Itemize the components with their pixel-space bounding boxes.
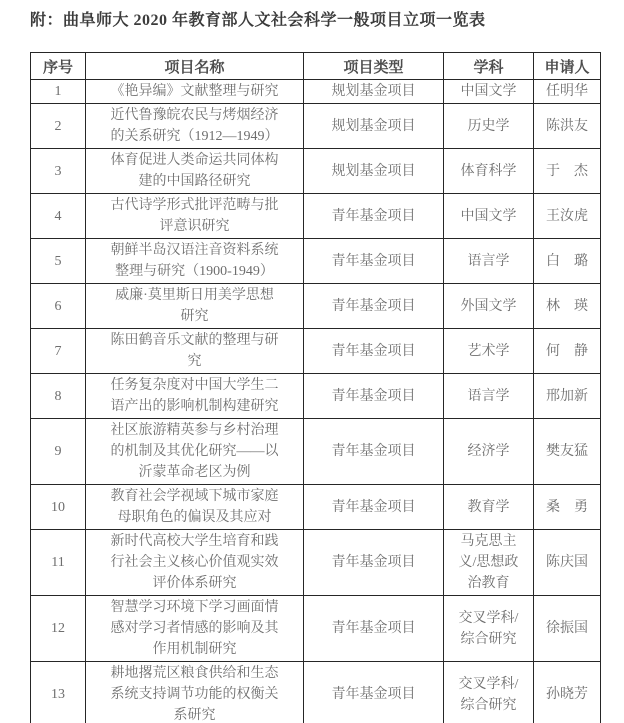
header-applicant: 申请人: [534, 53, 601, 80]
cell-project-name: [86, 596, 304, 662]
cell-subject: [444, 329, 534, 374]
subject-text: 马克思主义/思想政治教育: [458, 534, 519, 591]
cell-no: 7: [31, 329, 86, 374]
cell-project-name: [86, 419, 304, 485]
cell-subject: [444, 530, 534, 596]
table-row: [31, 284, 601, 329]
table-row: [31, 485, 601, 530]
cell-project-type: 青年基金项目: [304, 662, 444, 723]
cell-project-type: 青年基金项目: [304, 284, 444, 329]
project-list-table: [30, 52, 601, 723]
table-row: [31, 374, 601, 419]
cell-project-type: 青年基金项目: [304, 419, 444, 485]
subject-text: 语言学: [467, 253, 510, 269]
table-row: [31, 149, 601, 194]
header-project-type: 项目类型: [304, 53, 444, 80]
cell-project-name: [86, 662, 304, 723]
cell-subject: [444, 596, 534, 662]
cell-project-type: 青年基金项目: [304, 530, 444, 596]
project-name-text: 智慧学习环境下学习画面情感对学习者情感的影响及其作用机制研究: [110, 600, 279, 657]
cell-applicant: 白 璐: [534, 239, 601, 284]
cell-subject: [444, 80, 534, 104]
project-name-text: 近代鲁豫皖农民与烤烟经济的关系研究（1912—1949）: [110, 108, 279, 144]
cell-no: 8: [31, 374, 86, 419]
header-no: 序号: [31, 53, 86, 80]
cell-applicant: 邢加新: [534, 374, 601, 419]
cell-project-type: 青年基金项目: [304, 485, 444, 530]
table-row: [31, 80, 601, 104]
cell-subject: [444, 419, 534, 485]
header-project-name: 项目名称: [86, 53, 304, 80]
subject-text: 交叉学科/综合研究: [458, 676, 519, 713]
cell-no: 1: [31, 80, 86, 104]
page-title: 附：曲阜师大 2020 年教育部人文社会科学一般项目立项一览表: [30, 12, 486, 29]
subject-text: 外国文学: [460, 298, 517, 314]
cell-no: 13: [31, 662, 86, 723]
cell-project-name: [86, 530, 304, 596]
project-name-text: 新时代高校大学生培育和践行社会主义核心价值观实效评价体系研究: [110, 534, 279, 591]
cell-applicant: 樊友猛: [534, 419, 601, 485]
subject-text: 历史学: [467, 118, 510, 134]
project-name-text: 教育社会学视域下城市家庭母职角色的偏误及其应对: [110, 489, 279, 525]
cell-project-type: 规划基金项目: [304, 149, 444, 194]
cell-no: 11: [31, 530, 86, 596]
cell-applicant: 徐振国: [534, 596, 601, 662]
cell-subject: [444, 149, 534, 194]
cell-applicant: 任明华: [534, 80, 601, 104]
project-name-text: 任务复杂度对中国大学生二语产出的影响机制构建研究: [110, 378, 279, 414]
subject-text: 教育学: [467, 499, 510, 515]
table-header-row: [31, 53, 601, 80]
cell-applicant: 王汝虎: [534, 194, 601, 239]
cell-no: 6: [31, 284, 86, 329]
cell-project-type: 青年基金项目: [304, 596, 444, 662]
project-name-text: 朝鲜半岛汉语注音资料系统整理与研究（1900-1949）: [110, 243, 279, 279]
cell-no: 4: [31, 194, 86, 239]
cell-no: 5: [31, 239, 86, 284]
project-name-text: 陈田鹤音乐文献的整理与研究: [110, 333, 279, 369]
cell-project-type: 青年基金项目: [304, 194, 444, 239]
project-name-text: 体育促进人类命运共同体构建的中国路径研究: [110, 153, 279, 189]
project-name-text: 威廉·莫里斯日用美学思想研究: [115, 288, 274, 324]
table-row: [31, 662, 601, 723]
cell-applicant: 于 杰: [534, 149, 601, 194]
table-row: [31, 194, 601, 239]
table-row: [31, 104, 601, 149]
cell-project-type: 青年基金项目: [304, 374, 444, 419]
cell-project-type: 青年基金项目: [304, 329, 444, 374]
subject-text: 艺术学: [467, 343, 510, 359]
table-row: [31, 419, 601, 485]
cell-subject: [444, 662, 534, 723]
cell-no: 3: [31, 149, 86, 194]
cell-project-type: 规划基金项目: [304, 80, 444, 104]
cell-applicant: 林 瑛: [534, 284, 601, 329]
cell-project-name: [86, 329, 304, 374]
table-row: [31, 329, 601, 374]
subject-text: 体育科学: [460, 163, 517, 179]
cell-no: 12: [31, 596, 86, 662]
subject-text: 经济学: [467, 444, 510, 459]
cell-project-name: [86, 194, 304, 239]
cell-applicant: 陈洪友: [534, 104, 601, 149]
cell-applicant: 桑 勇: [534, 485, 601, 530]
header-subject: 学科: [444, 53, 534, 80]
cell-no: 10: [31, 485, 86, 530]
cell-no: 2: [31, 104, 86, 149]
cell-project-name: [86, 374, 304, 419]
subject-text: 中国文学: [460, 208, 517, 224]
cell-subject: [444, 194, 534, 239]
cell-project-name: [86, 485, 304, 530]
cell-project-type: 规划基金项目: [304, 104, 444, 149]
cell-applicant: 陈庆国: [534, 530, 601, 596]
subject-text: 语言学: [467, 388, 510, 404]
cell-project-name: [86, 284, 304, 329]
cell-project-name: [86, 104, 304, 149]
subject-text: 中国文学: [460, 84, 517, 99]
cell-project-name: [86, 239, 304, 284]
table-row: [31, 239, 601, 284]
subject-text: 交叉学科/综合研究: [458, 610, 519, 647]
project-name-text: 《艳异编》文献整理与研究: [110, 84, 279, 99]
project-name-text: 古代诗学形式批评范畴与批评意识研究: [110, 198, 279, 234]
cell-project-type: 青年基金项目: [304, 239, 444, 284]
cell-subject: [444, 239, 534, 284]
cell-project-name: [86, 149, 304, 194]
table-row: [31, 596, 601, 662]
cell-applicant: 何 静: [534, 329, 601, 374]
cell-no: 9: [31, 419, 86, 485]
cell-subject: [444, 284, 534, 329]
cell-applicant: 孙晓芳: [534, 662, 601, 723]
table-row: [31, 530, 601, 596]
cell-subject: [444, 485, 534, 530]
cell-subject: [444, 104, 534, 149]
project-name-text: 社区旅游精英参与乡村治理的机制及其优化研究——以沂蒙革命老区为例: [110, 423, 279, 480]
cell-subject: [444, 374, 534, 419]
cell-project-name: [86, 80, 304, 104]
project-name-text: 耕地撂荒区粮食供给和生态系统支持调节功能的权衡关系研究: [110, 666, 279, 723]
